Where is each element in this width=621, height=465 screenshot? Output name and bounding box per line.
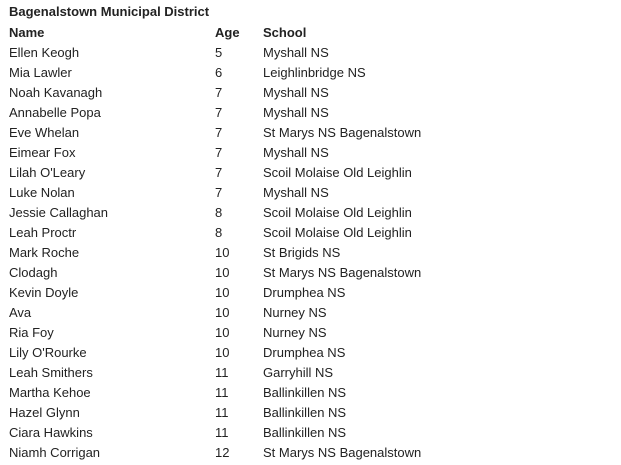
cell-name: Leah Proctr <box>9 225 77 240</box>
table-row <box>9 363 469 383</box>
cell-name: Martha Kehoe <box>9 385 91 400</box>
page-title: Bagenalstown Municipal District <box>9 4 210 19</box>
cell-school: Ballinkillen NS <box>263 405 347 420</box>
cell-name: Mark Roche <box>9 245 80 260</box>
cell-age: 10 <box>215 305 230 320</box>
table-body <box>9 43 469 463</box>
table-row <box>9 163 469 183</box>
cell-school: St Marys NS Bagenalstown <box>263 125 422 140</box>
table-row <box>9 203 469 223</box>
table-row <box>9 63 469 83</box>
cell-age: 10 <box>215 325 230 340</box>
cell-school: Ballinkillen NS <box>263 425 347 440</box>
cell-school: St Marys NS Bagenalstown <box>263 445 422 460</box>
cell-school: Ballinkillen NS <box>263 385 347 400</box>
cell-school: Drumphea NS <box>263 285 346 300</box>
cell-school: Nurney NS <box>263 305 327 320</box>
cell-age: 11 <box>215 385 229 400</box>
column-header-age: Age <box>215 25 240 40</box>
cell-age: 10 <box>215 285 230 300</box>
cell-name: Hazel Glynn <box>9 405 80 420</box>
table-row <box>9 83 469 103</box>
cell-age: 7 <box>215 145 223 160</box>
cell-name: Noah Kavanagh <box>9 85 103 100</box>
cell-age: 10 <box>215 345 230 360</box>
cell-name: Annabelle Popa <box>9 105 101 120</box>
table-row <box>9 283 469 303</box>
table-row <box>9 443 469 463</box>
cell-age: 6 <box>215 65 223 80</box>
cell-age: 7 <box>215 85 223 100</box>
table-row <box>9 403 469 423</box>
cell-school: Drumphea NS <box>263 345 346 360</box>
column-header-school: School <box>263 25 307 40</box>
cell-name: Eimear Fox <box>9 145 76 160</box>
table-row <box>9 243 469 263</box>
cell-school: Scoil Molaise Old Leighlin <box>263 205 412 220</box>
cell-age: 10 <box>215 265 230 280</box>
cell-school: St Marys NS Bagenalstown <box>263 265 422 280</box>
table-row <box>9 323 469 343</box>
cell-name: Clodagh <box>9 265 58 280</box>
cell-age: 11 <box>215 365 229 380</box>
cell-school: Scoil Molaise Old Leighlin <box>263 165 412 180</box>
table-row <box>9 43 469 63</box>
table-row <box>9 183 469 203</box>
cell-name: Lily O'Rourke <box>9 345 87 360</box>
table-row <box>9 103 469 123</box>
cell-name: Ellen Keogh <box>9 45 80 60</box>
cell-age: 8 <box>215 225 223 240</box>
table-row <box>9 263 469 283</box>
cell-name: Mia Lawler <box>9 65 72 80</box>
cell-school: Leighlinbridge NS <box>263 65 366 80</box>
cell-school: Myshall NS <box>263 45 329 60</box>
cell-age: 7 <box>215 165 223 180</box>
cell-school: Nurney NS <box>263 325 327 340</box>
cell-age: 7 <box>215 105 223 120</box>
cell-age: 7 <box>215 125 223 140</box>
table-row <box>9 143 469 163</box>
cell-school: Myshall NS <box>263 85 329 100</box>
cell-name: Kevin Doyle <box>9 285 79 300</box>
table-row <box>9 423 469 443</box>
table-row <box>9 343 469 363</box>
table-header <box>9 23 469 43</box>
cell-age: 8 <box>215 205 223 220</box>
cell-age: 10 <box>215 245 230 260</box>
table-row <box>9 383 469 403</box>
header-row <box>9 23 469 43</box>
table-row <box>9 123 469 143</box>
cell-school: Garryhill NS <box>263 365 334 380</box>
table-row <box>9 303 469 323</box>
cell-name: Luke Nolan <box>9 185 75 200</box>
cell-age: 12 <box>215 445 230 460</box>
cell-age: 11 <box>215 425 229 440</box>
cell-name: Niamh Corrigan <box>9 445 101 460</box>
cell-age: 5 <box>215 45 223 60</box>
cell-school: Scoil Molaise Old Leighlin <box>263 225 412 240</box>
column-header-name: Name <box>9 25 45 40</box>
cell-school: Myshall NS <box>263 185 329 200</box>
cell-name: Jessie Callaghan <box>9 205 109 220</box>
roster-table <box>9 23 469 463</box>
cell-name: Eve Whelan <box>9 125 80 140</box>
cell-school: Myshall NS <box>263 145 329 160</box>
cell-name: Leah Smithers <box>9 365 93 380</box>
cell-age: 7 <box>215 185 223 200</box>
cell-school: St Brigids NS <box>263 245 341 260</box>
cell-name: Ava <box>9 305 32 320</box>
table-row <box>9 223 469 243</box>
cell-age: 11 <box>215 405 229 420</box>
cell-school: Myshall NS <box>263 105 329 120</box>
cell-name: Ria Foy <box>9 325 54 340</box>
cell-name: Ciara Hawkins <box>9 425 93 440</box>
cell-name: Lilah O'Leary <box>9 165 86 180</box>
